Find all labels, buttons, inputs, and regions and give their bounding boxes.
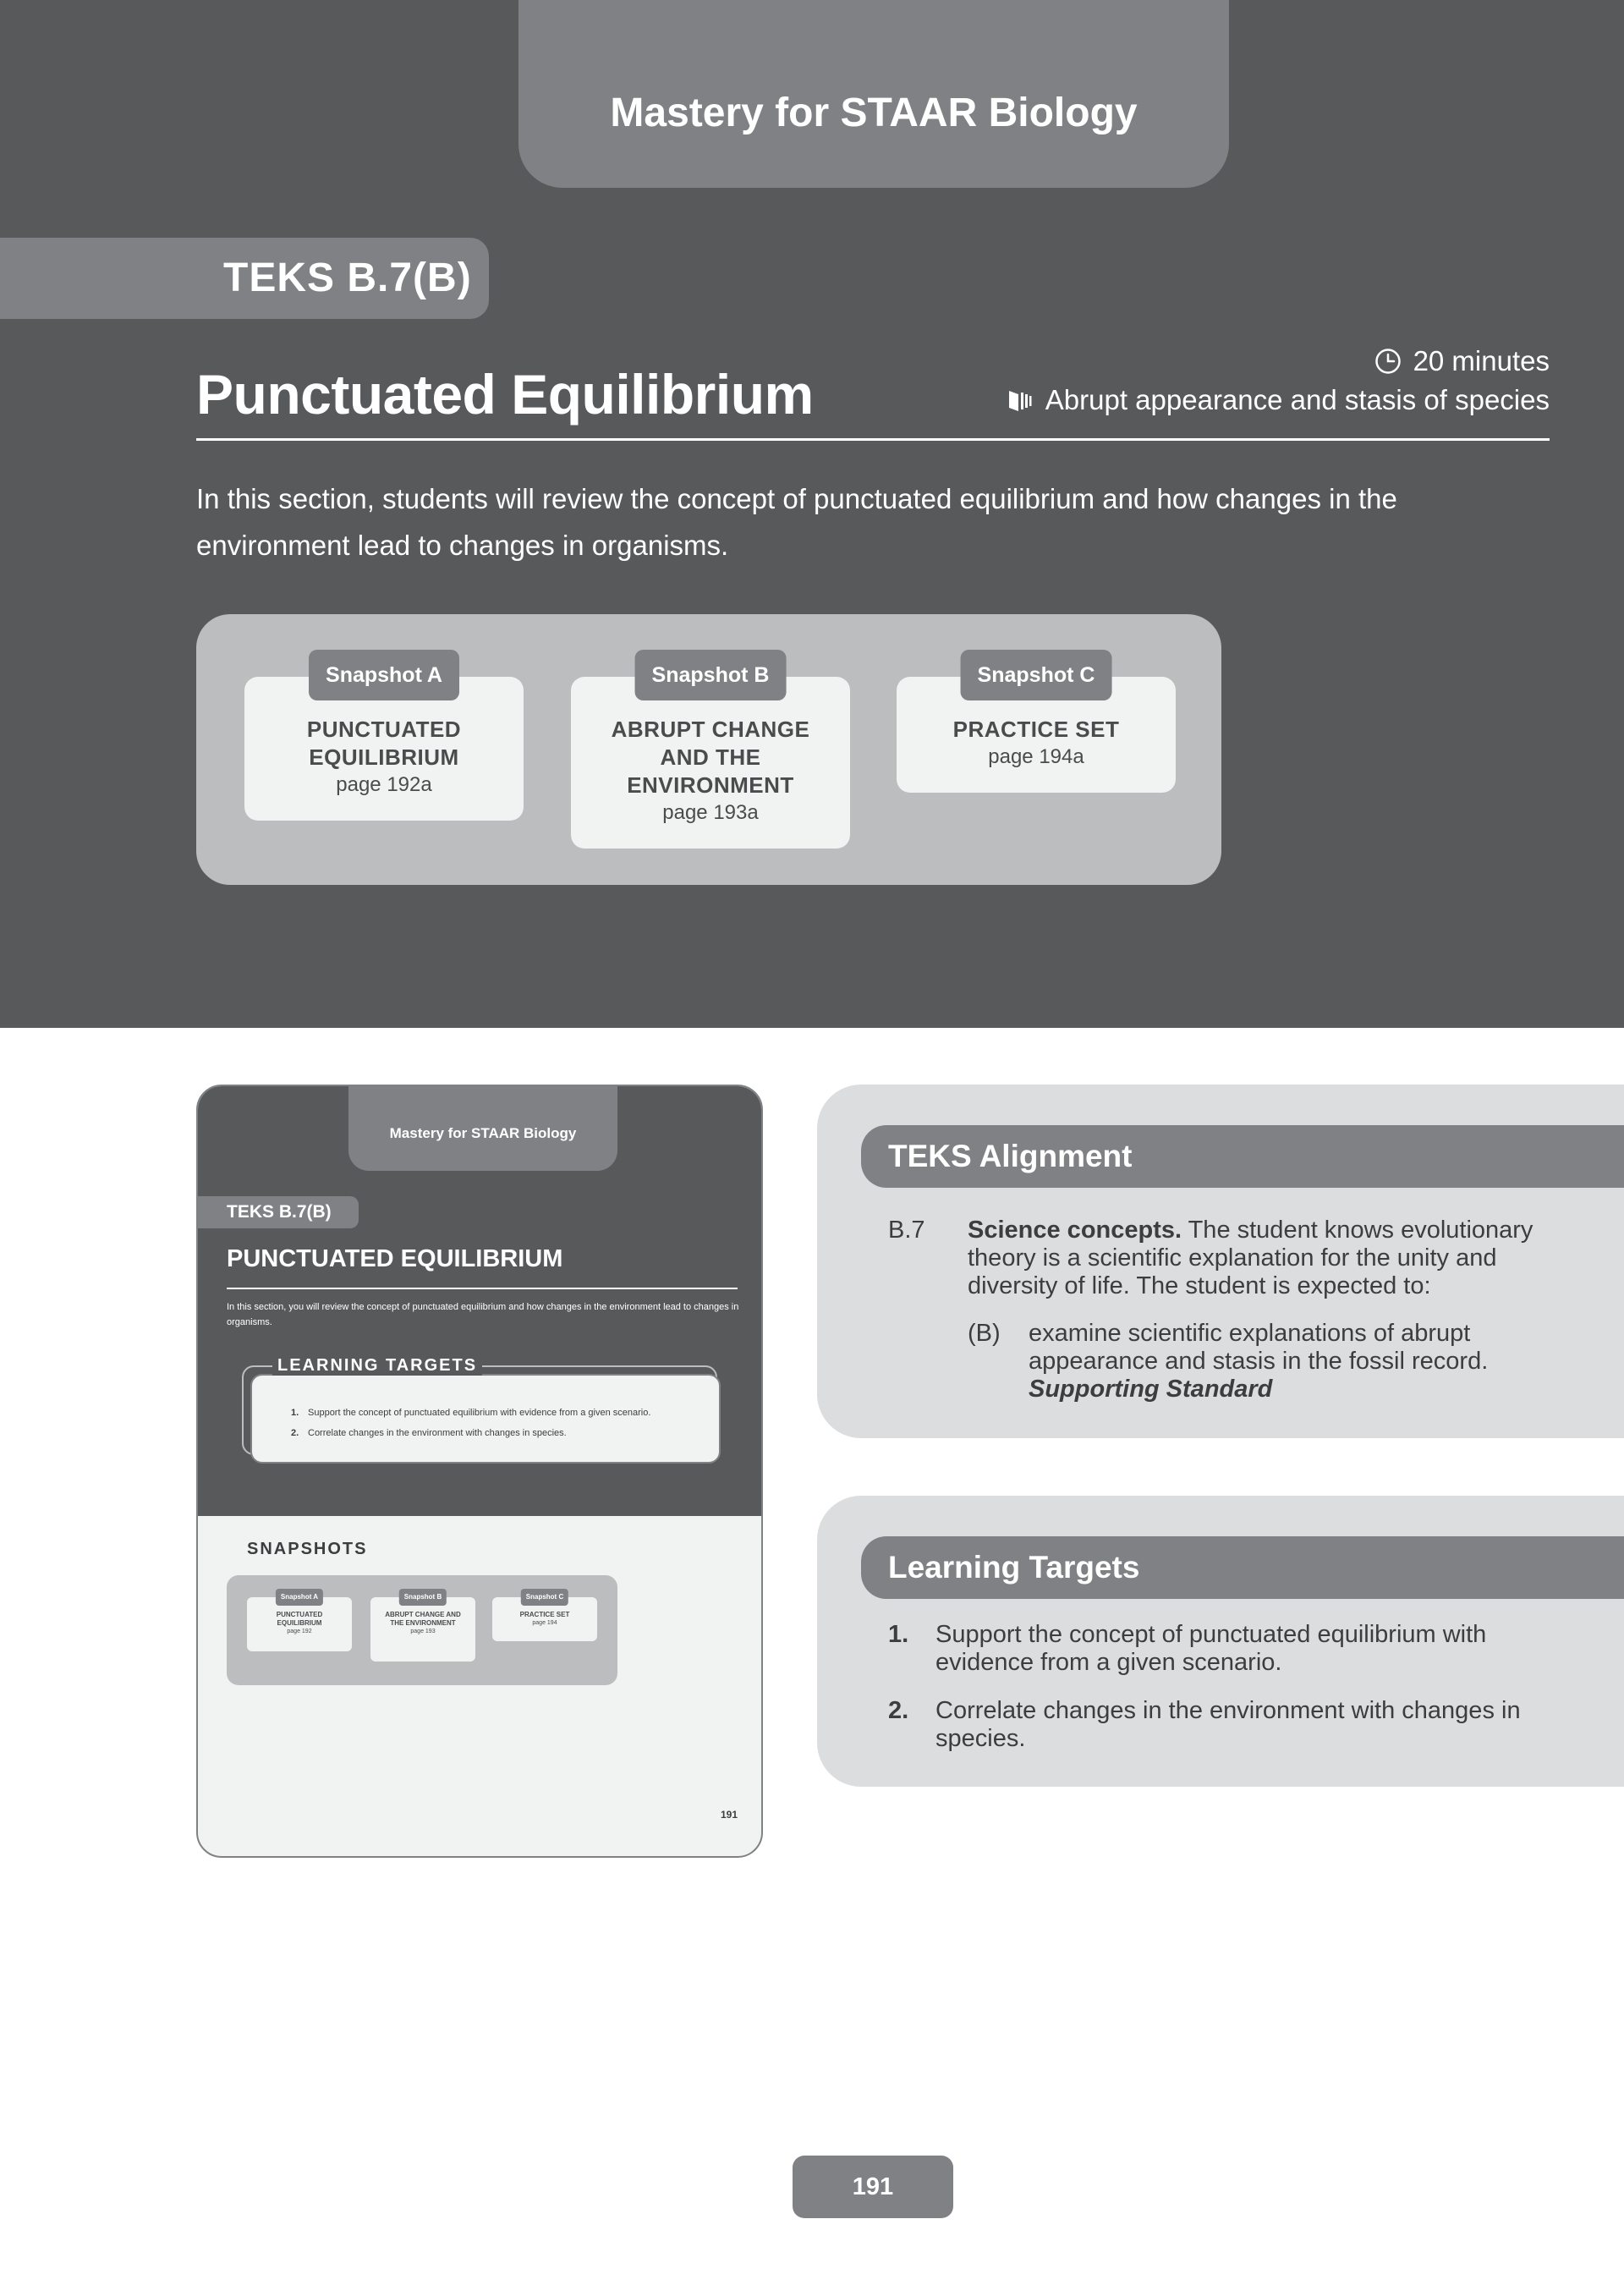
substandard-text: examine scientific explanations of abrupt appearance and stasis in the fossil record. [1029, 1320, 1489, 1375]
book-header-tab [518, 0, 1229, 188]
preview-snapshot-page: page 193 [410, 1629, 436, 1634]
substandard-description [1029, 1320, 1578, 1403]
page-title: Punctuated Equilibrium [196, 363, 814, 426]
preview-learning-targets-label: LEARNING TARGETS [272, 1355, 482, 1376]
page-number: 191 [793, 2156, 953, 2218]
snapshot-tag: Snapshot A [309, 650, 459, 700]
preview-learning-target-number: 2. [291, 1428, 299, 1438]
learning-target-number: 2. [888, 1697, 909, 1724]
preview-snapshot-tag: Snapshot A [276, 1589, 323, 1606]
title-divider [196, 438, 1550, 441]
snapshot-page: page 193a [662, 801, 759, 824]
preview-book-title: Mastery for STAAR Biology [389, 1125, 577, 1141]
preview-snapshot-card [492, 1593, 597, 1641]
clock-icon [1374, 348, 1402, 375]
preview-title: PUNCTUATED EQUILIBRIUM [227, 1245, 563, 1272]
duration-row [1374, 345, 1550, 377]
supporting-standard-label: Supporting Standard [1029, 1376, 1273, 1403]
preview-snapshot-tag: Snapshot C [521, 1589, 568, 1606]
preview-snapshot-page: page 192 [287, 1629, 312, 1634]
preview-learning-target-text: Correlate changes in the environment with changes in species. [308, 1428, 567, 1438]
preview-snapshot-title: PUNCTUATED EQUILIBRIUM [276, 1611, 323, 1627]
learning-targets-heading: Learning Targets [861, 1536, 1624, 1599]
teks-badge [0, 238, 489, 319]
standard-text: The student knows evolutionary theory is a scientific explanation for the unity and diversity of life. The student is expected to: [968, 1217, 1533, 1299]
preview-snapshot-title: ABRUPT CHANGE AND THE ENVIRONMENT [385, 1611, 461, 1627]
preview-divider [227, 1288, 738, 1289]
learning-target-item [888, 1621, 1582, 1677]
snapshot-tag: Snapshot C [961, 650, 1112, 700]
standard-code: B.7 [888, 1217, 925, 1244]
preview-snapshot-card [370, 1593, 475, 1662]
snapshot-card-b[interactable] [571, 663, 850, 849]
learning-target-number: 1. [888, 1621, 909, 1648]
preview-snapshot-title: PRACTICE SET [519, 1611, 570, 1618]
preview-snapshots-label: SNAPSHOTS [247, 1540, 368, 1558]
teks-alignment-panel [817, 1085, 1624, 1438]
preview-page-number: 191 [720, 1809, 738, 1821]
learning-targets-panel [817, 1496, 1624, 1787]
snapshot-page: page 194a [988, 745, 1084, 768]
teks-code: TEKS B.7(B) [223, 255, 472, 300]
preview-teks-code: TEKS B.7(B) [227, 1202, 332, 1222]
preview-learning-targets-box [250, 1374, 721, 1464]
snapshot-title: PRACTICE SET [952, 717, 1120, 742]
preview-learning-target [291, 1408, 650, 1418]
preview-intro: In this section, you will review the concept of punctuated equilibrium and how changes in the environment lead to changes in organisms. [227, 1302, 739, 1327]
preview-learning-target-text: Support the concept of punctuated equilibrium with evidence from a given scenario. [308, 1408, 651, 1418]
snapshots-panel [196, 614, 1221, 885]
book-title: Mastery for STAAR Biology [610, 90, 1138, 135]
snapshot-title: ABRUPT CHANGE AND THE ENVIRONMENT [611, 717, 810, 798]
book-icon [1007, 387, 1034, 414]
preview-learning-target [291, 1428, 567, 1438]
preview-snapshot-page: page 194 [532, 1620, 557, 1626]
preview-teks-badge [198, 1196, 359, 1228]
duration-text: 20 minutes [1413, 345, 1550, 376]
snapshot-card-c[interactable] [897, 663, 1176, 793]
topic-row [1007, 384, 1550, 416]
student-page-preview [196, 1085, 763, 1858]
snapshot-card-a[interactable] [244, 663, 524, 821]
snapshot-title: PUNCTUATED EQUILIBRIUM [306, 717, 462, 770]
standard-lead: Science concepts. [968, 1217, 1182, 1244]
preview-snapshot-tag: Snapshot B [399, 1589, 447, 1606]
snapshot-page: page 192a [336, 773, 432, 796]
teks-alignment-heading: TEKS Alignment [861, 1125, 1624, 1188]
preview-snapshots-panel [227, 1575, 617, 1685]
topic-text: Abrupt appearance and stasis of species [1045, 384, 1550, 415]
preview-learning-target-number: 1. [291, 1408, 299, 1418]
snapshot-tag: Snapshot B [635, 650, 787, 700]
standard-description [968, 1217, 1577, 1300]
preview-book-tab [348, 1086, 617, 1171]
learning-target-item [888, 1697, 1582, 1753]
substandard-code: (B) [968, 1320, 1001, 1347]
preview-snapshot-card [247, 1593, 352, 1651]
learning-target-text: Support the concept of punctuated equilibrium with evidence from a given scenario. [935, 1621, 1487, 1676]
section-intro: In this section, students will review the concept of punctuated equilibrium and how changes in the environment lead to changes in organisms. [196, 483, 1397, 561]
learning-target-text: Correlate changes in the environment with changes in species. [935, 1697, 1521, 1752]
